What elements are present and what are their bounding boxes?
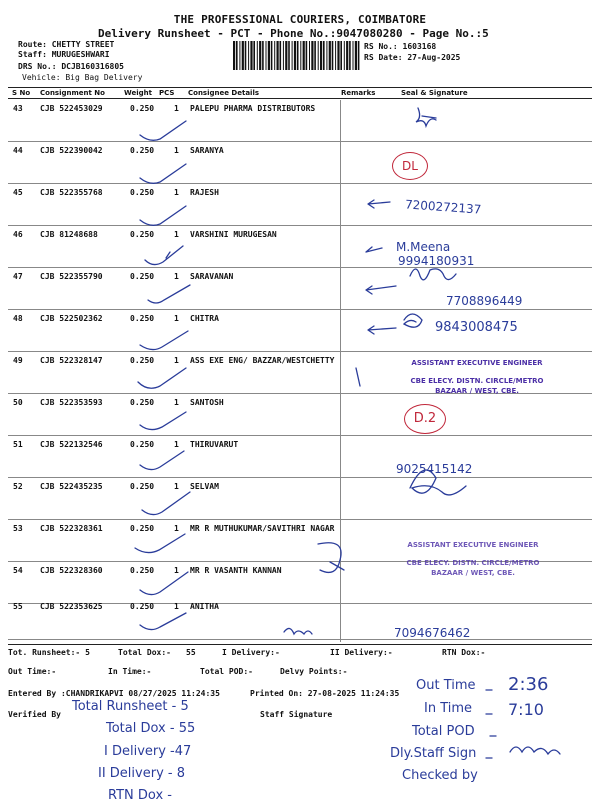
hand-i-delivery — [104, 744, 191, 759]
tick-mark — [140, 206, 186, 225]
hand-value: 47 — [174, 744, 192, 759]
arrow-mark — [366, 247, 382, 252]
row-consignee: THIRUVARUT — [190, 440, 239, 449]
row-consignee: SARAVANAN — [190, 272, 234, 281]
row-consignment: CJB 522328147 — [40, 356, 103, 365]
printed-on: Printed On: 27-08-2025 11:24:35 — [250, 689, 400, 698]
row-sno: 43 — [13, 104, 23, 113]
total-pod-label: Total POD:- — [200, 667, 253, 676]
entered-by: Entered By :CHANDRIKAPVI 08/27/2025 11:24:35 — [8, 689, 220, 698]
tick-mark — [135, 534, 185, 553]
row-pcs: 1 — [174, 230, 179, 239]
drs-number: DRS No.: DCJB160316805 — [18, 62, 124, 71]
row-consignment: CJB 522328360 — [40, 566, 103, 575]
stamp-line: BAZAAR / WEST, CBE. — [435, 387, 519, 395]
row-weight: 0.250 — [130, 566, 155, 575]
row-sno: 52 — [13, 482, 23, 491]
dl-mark: DL — [392, 152, 428, 180]
hand-out-time-label: Out Time — [416, 678, 476, 693]
tick-mark — [140, 613, 186, 630]
row-consignment: CJB 522328361 — [40, 524, 103, 533]
row-sno: 46 — [13, 230, 23, 239]
row-consignment: CJB 522502362 — [40, 314, 103, 323]
row-pcs: 1 — [174, 398, 179, 407]
hand-text: 9843008475 — [435, 320, 518, 335]
rs-date: RS Date: 27-Aug-2025 — [364, 53, 461, 62]
stamp-line: ASSISTANT EXECUTIVE ENGINEER — [407, 541, 539, 549]
row-weight: 0.250 — [130, 482, 155, 491]
tot-runsheet: Tot. Runsheet:- 5 — [8, 648, 90, 657]
hand-text: 7094676462 — [394, 626, 471, 640]
signature-scribble — [410, 269, 456, 280]
row-consignment: CJB 522353625 — [40, 602, 103, 611]
signature-scribble — [404, 314, 422, 327]
tick-mark — [140, 572, 188, 595]
col-pcs: PCS — [159, 89, 175, 97]
tick-mark — [140, 164, 186, 183]
col-remarks: Remarks — [341, 89, 376, 97]
row-weight: 0.250 — [130, 440, 155, 449]
stamp-line: BAZAAR / WEST, CBE. — [431, 569, 515, 577]
signature-scribble — [416, 108, 436, 126]
row-weight: 0.250 — [130, 314, 155, 323]
in-time-label: In Time:- — [108, 667, 152, 676]
verified-by: Verified By — [8, 710, 61, 719]
tick-mark — [140, 121, 186, 140]
row-sno: 49 — [13, 356, 23, 365]
tick-mark — [140, 331, 188, 350]
hand-label: I Delivery - — [104, 744, 175, 759]
hand-in-time-value: 7:10 — [508, 700, 544, 719]
arrow-mark — [366, 286, 396, 294]
row-pcs: 1 — [174, 482, 179, 491]
hand-text: 7200272137 — [404, 197, 482, 217]
row-consignment: CJB 522355768 — [40, 188, 103, 197]
dash-mark — [486, 690, 496, 758]
tick-mark — [148, 285, 190, 303]
hand-text: 9025415142 — [396, 462, 473, 476]
staff: Staff: MURUGESHWARI — [18, 50, 110, 59]
row-consignment: CJB 522355790 — [40, 272, 103, 281]
company-title: THE PROFESSIONAL COURIERS, COIMBATORE — [173, 13, 427, 26]
rtn-dox-label: RTN Dox:- — [442, 648, 486, 657]
row-pcs: 1 — [174, 272, 179, 281]
hand-text: M.Meena — [396, 240, 451, 254]
hand-total-dox — [106, 721, 195, 736]
d2-mark: D.2 — [404, 404, 446, 434]
row-consignee: ASS EXE ENG/ BAZZAR/WESTCHETTY — [190, 356, 335, 365]
signature-scribble — [284, 628, 312, 634]
row-consignee: SARANYA — [190, 146, 224, 155]
hand-checked-by: Checked by — [402, 768, 478, 783]
arrow-mark — [356, 368, 360, 386]
row-pcs: 1 — [174, 146, 179, 155]
row-consignment: CJB 522453029 — [40, 104, 103, 113]
hand-text: 7708896449 — [446, 294, 523, 308]
col-consignment: Consignment No — [40, 89, 105, 97]
tick-mark — [140, 412, 186, 430]
col-weight: Weight — [124, 89, 152, 97]
row-consignee: VARSHINI MURUGESAN — [190, 230, 277, 239]
tick-mark — [138, 368, 186, 388]
hand-total-pod: Total POD — [412, 724, 475, 739]
row-weight: 0.250 — [130, 272, 155, 281]
total-dox-label: Total Dox:- — [118, 648, 171, 657]
row-pcs: 1 — [174, 440, 179, 449]
row-weight: 0.250 — [130, 188, 155, 197]
arrow-mark — [368, 200, 390, 208]
row-consignee: RAJESH — [190, 188, 219, 197]
row-weight: 0.250 — [130, 398, 155, 407]
row-pcs: 1 — [174, 104, 179, 113]
barcode — [233, 41, 361, 70]
runsheet-title: Delivery Runsheet - PCT - Phone No.:9047080280 - Page No.:5 — [98, 27, 489, 40]
out-time-label: Out Time:- — [8, 667, 57, 676]
route: Route: CHETTY STREET — [18, 40, 115, 49]
hand-text: 9994180931 — [398, 254, 475, 268]
row-sno: 44 — [13, 146, 23, 155]
table-header — [8, 87, 592, 99]
row-weight: 0.250 — [130, 230, 155, 239]
i-delivery-label: I Delivery:- — [222, 648, 280, 657]
row-pcs: 1 — [174, 188, 179, 197]
row-pcs: 1 — [174, 524, 179, 533]
tick-mark — [142, 492, 190, 515]
stamp-line: CBE ELECY. DISTN. CIRCLE/METRO — [406, 559, 540, 567]
row-consignee: MR R VASANTH KANNAN — [190, 566, 282, 575]
rs-number: RS No.: 1603168 — [364, 42, 437, 51]
hand-label: II Delivery - — [98, 766, 173, 781]
hand-rtn-dox: RTN Dox - — [108, 788, 172, 800]
hand-value: 8 — [176, 766, 186, 781]
footer-rule — [8, 644, 592, 645]
row-pcs: 1 — [174, 356, 179, 365]
row-sno: 55 — [13, 602, 23, 611]
col-consignee: Consignee Details — [188, 89, 260, 97]
row-sno: 53 — [13, 524, 23, 533]
office-stamp — [398, 540, 548, 578]
stamp-line: CBE ELECY. DISTN. CIRCLE/METRO — [410, 377, 544, 385]
row-sno: 50 — [13, 398, 23, 407]
row-consignee: MR R MUTHUKUMAR/SAVITHRI NAGAR — [190, 524, 335, 533]
row-weight: 0.250 — [130, 356, 155, 365]
stamp-line: ASSISTANT EXECUTIVE ENGINEER — [411, 359, 543, 367]
vehicle: Vehicle: Big Bag Delivery — [22, 73, 143, 82]
row-pcs: 1 — [174, 566, 179, 575]
row-consignee: ANITHA — [190, 602, 219, 611]
row-weight: 0.250 — [130, 524, 155, 533]
row-consignment: CJB 522132546 — [40, 440, 103, 449]
signature-scribble — [318, 543, 344, 573]
hand-out-time-value: 2:36 — [508, 674, 549, 695]
row-weight: 0.250 — [130, 602, 155, 611]
arrow-mark — [368, 326, 396, 334]
row-weight: 0.250 — [130, 104, 155, 113]
row-consignee: CHITRA — [190, 314, 219, 323]
hand-label: Total Dox - — [106, 721, 175, 736]
hand-value: 55 — [178, 721, 196, 736]
row-sno: 48 — [13, 314, 23, 323]
row-consignment: CJB 522435235 — [40, 482, 103, 491]
row-consignee: SELVAM — [190, 482, 219, 491]
row-pcs: 1 — [174, 602, 179, 611]
hand-label: Total Runsheet - — [72, 699, 177, 714]
row-sno: 54 — [13, 566, 23, 575]
row-weight: 0.250 — [130, 146, 155, 155]
office-stamp — [402, 358, 552, 396]
signature-scribble — [510, 747, 560, 754]
hand-value: 5 — [180, 699, 189, 714]
summary-ink — [480, 676, 590, 776]
hand-ii-delivery — [98, 766, 185, 781]
col-sno: S No — [12, 89, 31, 97]
hand-dly-staff-sign: Dly.Staff Sign — [390, 746, 477, 761]
col-seal: Seal & Signature — [401, 89, 468, 97]
row-consignment: CJB 522353593 — [40, 398, 103, 407]
delvy-points-label: Delvy Points:- — [280, 667, 348, 676]
row-consignment: CJB 81248688 — [40, 230, 98, 239]
row-consignment: CJB 522390042 — [40, 146, 103, 155]
hand-in-time-label: In Time — [424, 701, 473, 716]
row-sno: 47 — [13, 272, 23, 281]
row-consignee: PALEPU PHARMA DISTRIBUTORS — [190, 104, 316, 113]
total-dox-value: 55 — [186, 648, 196, 657]
staff-signature: Staff Signature — [260, 710, 333, 719]
ii-delivery-label: II Delivery:- — [330, 648, 393, 657]
hand-total-runsheet — [72, 699, 189, 714]
tick-mark — [145, 246, 183, 265]
tick-mark — [140, 451, 184, 470]
row-sno: 45 — [13, 188, 23, 197]
row-pcs: 1 — [174, 314, 179, 323]
row-consignee: SANTOSH — [190, 398, 224, 407]
row-sno: 51 — [13, 440, 23, 449]
